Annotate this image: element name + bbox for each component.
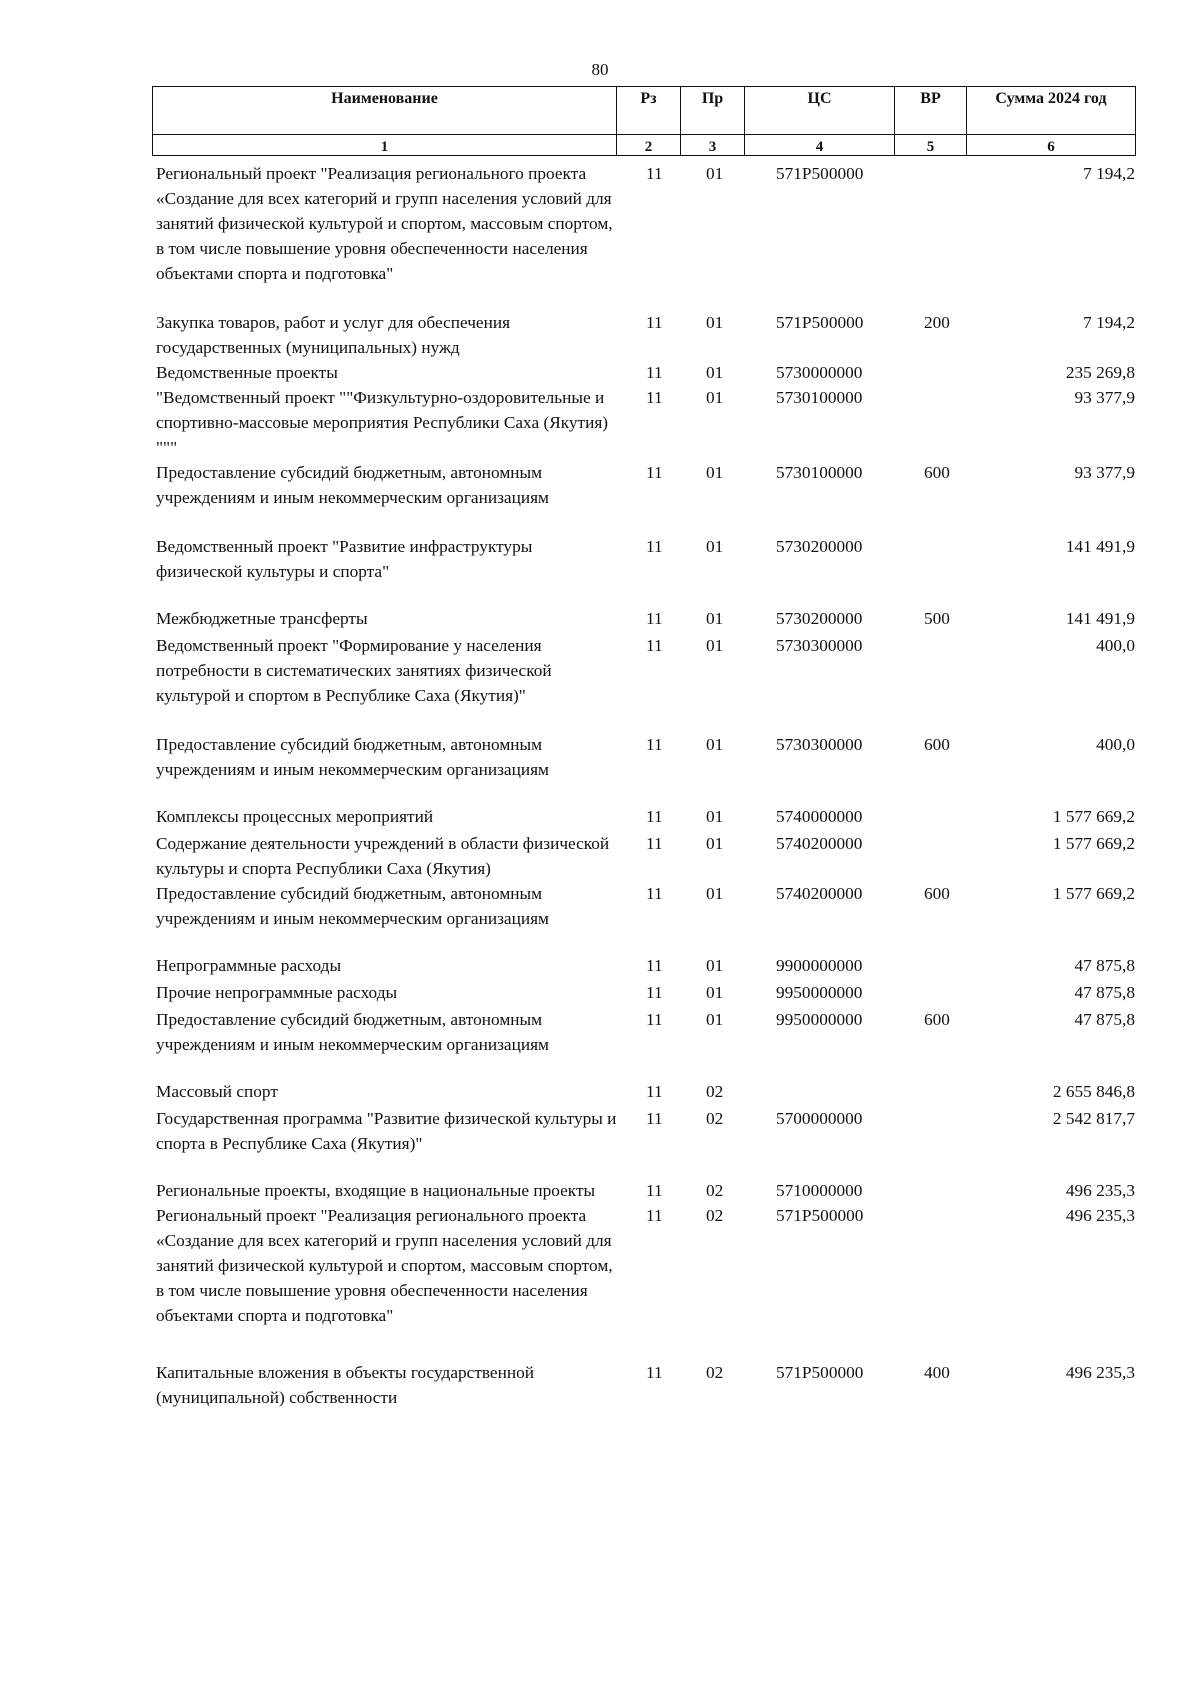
row-name: Непрограммные расходы: [156, 956, 342, 975]
row-name: Ведомственный проект "Развитие инфраструктуры физической культуры и спорта": [156, 537, 533, 581]
row-name: Предоставление субсидий бюджетным, автономным учреждениям и иным некоммерческим организациям: [156, 463, 549, 507]
column-number: 4: [745, 135, 895, 156]
column-number: 6: [967, 135, 1136, 156]
table-row: [156, 460, 1135, 510]
row-vr: 200: [924, 313, 950, 332]
row-sum: 7 194,2: [1083, 164, 1135, 183]
row-name: Межбюджетные трансферты: [156, 609, 368, 628]
row-sum: 400,0: [1096, 735, 1135, 754]
row-pr: 02: [706, 1109, 724, 1128]
row-pr: 01: [706, 313, 724, 332]
row-cs: 5730000000: [776, 363, 863, 382]
table-row: [156, 1079, 1135, 1104]
row-sum: 496 235,3: [1065, 1363, 1135, 1382]
budget-rows: [156, 161, 1135, 1410]
row-pr: 01: [706, 609, 724, 628]
row-sum: 496 235,3: [1065, 1181, 1135, 1200]
table-row: [156, 161, 1135, 286]
row-name: Региональный проект "Реализация регионального проекта «Создание для всех категорий и групп населения условий для занятий физической культурой и спортом, массовым спортом, в том числе повышение уровня обеспеченности населения объектами спорта и подготовка": [156, 1206, 613, 1325]
row-cs: 571P500000: [776, 313, 864, 332]
header-rz: Рз: [617, 87, 681, 135]
row-pr: 01: [706, 983, 724, 1002]
row-name: Региональные проекты, входящие в национальные проекты: [156, 1181, 596, 1200]
column-number: 3: [681, 135, 745, 156]
row-rz: 11: [646, 363, 663, 382]
table-row: [156, 1203, 1135, 1328]
row-cs: 5700000000: [776, 1109, 863, 1128]
row-vr: 600: [924, 463, 950, 482]
table-row: [156, 980, 1135, 1005]
table-row: [156, 1360, 1135, 1410]
row-vr: 600: [924, 735, 950, 754]
row-cs: 571P500000: [776, 164, 864, 183]
row-rz: 11: [646, 983, 663, 1002]
row-cs: 9950000000: [776, 1010, 863, 1029]
row-name: Ведомственные проекты: [156, 363, 338, 382]
row-cs: 9950000000: [776, 983, 863, 1002]
row-pr: 01: [706, 363, 724, 382]
table-row: [156, 385, 1135, 460]
row-cs: 5730200000: [776, 537, 863, 556]
row-sum: 2 542 817,7: [1052, 1109, 1135, 1128]
row-cs: 5730200000: [776, 609, 863, 628]
row-rz: 11: [646, 1109, 663, 1128]
row-sum: 141 491,9: [1065, 537, 1135, 556]
row-rz: 11: [646, 164, 663, 183]
row-name: Региональный проект "Реализация регионального проекта «Создание для всех категорий и групп населения условий для занятий физической культурой и спортом, массовым спортом, в том числе повышение уровня обеспеченности населения объектами спорта и подготовка": [156, 164, 613, 283]
row-cs: 5730300000: [776, 735, 863, 754]
row-vr: 500: [924, 609, 950, 628]
row-sum: 2 655 846,8: [1052, 1082, 1135, 1101]
row-sum: 1 577 669,2: [1052, 807, 1135, 826]
table-row: [156, 1178, 1135, 1203]
row-rz: 11: [646, 735, 663, 754]
row-rz: 11: [646, 636, 663, 655]
row-pr: 01: [706, 537, 724, 556]
row-name: Закупка товаров, работ и услуг для обеспечения государственных (муниципальных) нужд: [156, 313, 511, 357]
row-rz: 11: [646, 956, 663, 975]
row-name: Комплексы процессных мероприятий: [156, 807, 434, 826]
table-row: [156, 606, 1135, 631]
row-cs: 5710000000: [776, 1181, 863, 1200]
row-cs: 5740200000: [776, 884, 863, 903]
row-rz: 11: [646, 609, 663, 628]
row-pr: 02: [706, 1082, 724, 1101]
row-cs: 5740000000: [776, 807, 863, 826]
row-cs: 571P500000: [776, 1206, 864, 1225]
row-cs: 5730300000: [776, 636, 863, 655]
row-pr: 01: [706, 834, 724, 853]
row-rz: 11: [646, 884, 663, 903]
header-cs: ЦС: [745, 87, 895, 135]
row-name: Содержание деятельности учреждений в области физической культуры и спорта Республики Саха (Якутия): [156, 834, 610, 878]
row-sum: 400,0: [1096, 636, 1135, 655]
row-cs: 5730100000: [776, 463, 863, 482]
row-pr: 01: [706, 1010, 724, 1029]
table-row: [156, 534, 1135, 584]
row-pr: 01: [706, 807, 724, 826]
row-pr: 01: [706, 636, 724, 655]
header-sum: Сумма 2024 год: [967, 87, 1136, 135]
row-rz: 11: [646, 463, 663, 482]
row-pr: 02: [706, 1181, 724, 1200]
row-cs: 5740200000: [776, 834, 863, 853]
row-cs: 571P500000: [776, 1363, 864, 1382]
table-row: [156, 804, 1135, 829]
column-number: 5: [895, 135, 967, 156]
row-rz: 11: [646, 1082, 663, 1101]
row-cs: 9900000000: [776, 956, 863, 975]
column-number: 2: [617, 135, 681, 156]
table-row: [156, 831, 1135, 881]
row-vr: 600: [924, 884, 950, 903]
row-rz: 11: [646, 313, 663, 332]
row-sum: 235 269,8: [1065, 363, 1135, 382]
row-rz: 11: [646, 1363, 663, 1382]
row-pr: 02: [706, 1363, 724, 1382]
row-name: Предоставление субсидий бюджетным, автономным учреждениям и иным некоммерческим организациям: [156, 884, 549, 928]
table-row: [156, 360, 1135, 385]
row-sum: 1 577 669,2: [1052, 884, 1135, 903]
table-row: [156, 1007, 1135, 1057]
row-sum: 7 194,2: [1083, 313, 1135, 332]
row-rz: 11: [646, 1206, 663, 1225]
row-name: Массовый спорт: [156, 1082, 278, 1101]
row-name: Ведомственный проект "Формирование у населения потребности в систематических занятиях физической культурой и спортом в Республике Саха (Якутия)": [156, 636, 552, 705]
header-vr: ВР: [895, 87, 967, 135]
row-sum: 496 235,3: [1065, 1206, 1135, 1225]
row-sum: 1 577 669,2: [1052, 834, 1135, 853]
row-name: "Ведомственный проект ""Физкультурно-оздоровительные и спортивно-массовые мероприятия Республики Саха (Якутия) """: [156, 388, 609, 457]
row-pr: 01: [706, 388, 724, 407]
table-row: [156, 633, 1135, 708]
table-row: [156, 1106, 1135, 1156]
row-sum: 47 875,8: [1074, 1010, 1135, 1029]
row-rz: 11: [646, 834, 663, 853]
header-name: Наименование: [153, 87, 617, 135]
row-pr: 01: [706, 884, 724, 903]
row-cs: 5730100000: [776, 388, 863, 407]
row-pr: 01: [706, 735, 724, 754]
table-header: [152, 86, 1136, 156]
row-sum: 47 875,8: [1074, 956, 1135, 975]
page-number: 80: [591, 60, 609, 79]
row-rz: 11: [646, 388, 663, 407]
row-sum: 47 875,8: [1074, 983, 1135, 1002]
row-sum: 141 491,9: [1065, 609, 1135, 628]
row-pr: 01: [706, 164, 724, 183]
row-rz: 11: [646, 807, 663, 826]
row-rz: 11: [646, 1010, 663, 1029]
table-row: [156, 310, 1135, 360]
row-vr: 600: [924, 1010, 950, 1029]
row-name: Предоставление субсидий бюджетным, автономным учреждениям и иным некоммерческим организациям: [156, 1010, 549, 1054]
table-row: [156, 953, 1135, 978]
row-sum: 93 377,9: [1074, 463, 1135, 482]
header-pr: Пр: [681, 87, 745, 135]
row-pr: 01: [706, 463, 724, 482]
row-pr: 01: [706, 956, 724, 975]
row-name: Предоставление субсидий бюджетным, автономным учреждениям и иным некоммерческим организациям: [156, 735, 549, 779]
row-pr: 02: [706, 1206, 724, 1225]
row-name: Капитальные вложения в объекты государственной (муниципальной) собственности: [156, 1363, 534, 1407]
row-name: Прочие непрограммные расходы: [156, 983, 398, 1002]
table-row: [156, 881, 1135, 931]
row-rz: 11: [646, 1181, 663, 1200]
table-row: [156, 732, 1135, 782]
row-sum: 93 377,9: [1074, 388, 1135, 407]
row-rz: 11: [646, 537, 663, 556]
row-name: Государственная программа "Развитие физической культуры и спорта в Республике Саха (Якутия)": [156, 1109, 617, 1153]
row-vr: 400: [924, 1363, 950, 1382]
column-number: 1: [153, 135, 617, 156]
